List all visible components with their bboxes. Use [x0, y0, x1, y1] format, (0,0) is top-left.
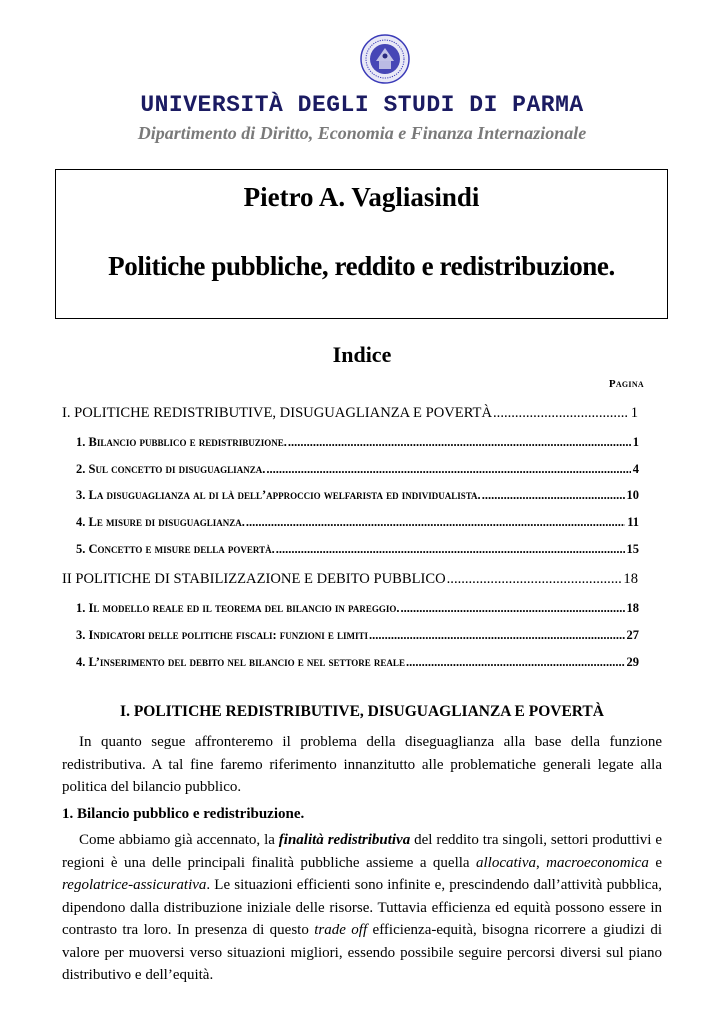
toc-entry-page: 1: [632, 435, 639, 449]
text-run: Come abbiamo già accennato, la: [79, 832, 279, 848]
toc-entry-page: 15: [626, 542, 639, 556]
toc-entry-text: I. POLITICHE REDISTRIBUTIVE, DISUGUAGLIANZA E POVERTÀ: [62, 405, 493, 421]
emphasis-text: trade off: [314, 922, 368, 938]
university-name: UNIVERSITÀ DEGLI STUDI DI PARMA: [140, 92, 584, 118]
emphasis-text: regolatrice-assicurativa: [62, 877, 207, 893]
toc-entry-1-5[interactable]: [76, 542, 639, 557]
section-heading: I. POLITICHE REDISTRIBUTIVE, DISUGUAGLIANZA E POVERTÀ: [120, 703, 604, 720]
toc-entry-text: 3. Indicatori delle politiche fiscali: funzioni e limiti: [76, 628, 369, 642]
text-run: efficienza-equità, bisogna ricorrere a giudizi di valore per muoversi verso situazioni migliori, essendo possibile seguire percorsi diversi sul piano distributivo e dell’equità.: [62, 922, 662, 983]
toc-leader-dots: [482, 488, 625, 503]
toc-page-label: Pagina: [608, 378, 644, 390]
title-box: [55, 169, 668, 319]
toc-leader-dots: [246, 515, 625, 530]
toc-leader-dots: [447, 571, 622, 588]
toc-entry-chapter-1[interactable]: [62, 405, 638, 422]
toc-entry-1-4[interactable]: [76, 515, 639, 530]
toc-entry-page: 18: [626, 601, 639, 615]
emphasis-text: allocativa: [476, 854, 536, 871]
toc-leader-dots: [406, 655, 625, 670]
toc-leader-dots: [288, 435, 631, 450]
toc-entry-1-3[interactable]: [76, 488, 639, 503]
toc-entry-text: 5. Concetto e misure della povertà.: [76, 542, 275, 556]
toc-entry-page: 4: [632, 462, 639, 476]
toc-entry-text: 1. Bilancio pubblico e redistribuzione.: [76, 435, 287, 449]
toc-entry-2-1[interactable]: [76, 601, 639, 616]
toc-leader-dots: [493, 405, 629, 422]
text-run: e: [648, 854, 662, 871]
toc-entry-text: 3. La disuguaglianza al di là dell’approccio welfarista ed individualista.: [76, 488, 481, 502]
toc-entry-text: 4. Le misure di disuguaglianza.: [76, 515, 245, 529]
document-title: Politiche pubbliche, reddito e redistribuzione.: [108, 251, 615, 281]
university-seal-logo: [360, 34, 410, 84]
toc-entry-1-1[interactable]: [76, 435, 639, 450]
body-paragraph: [62, 829, 662, 987]
text-run: . Le situazioni efficienti sono infinite e, prescindendo dall’attività pubblica, dipendono dalla distribuzione iniziale delle risorse. Tuttavia efficienza ed equità possono essere in contrasto tra loro. In presenza di questo: [62, 877, 662, 938]
subsection-heading: 1. Bilancio pubblico e redistribuzione.: [62, 806, 305, 822]
emphasis-text: macroeconomica: [546, 854, 649, 871]
toc-entry-1-2[interactable]: [76, 462, 639, 477]
toc-entry-2-3[interactable]: [76, 628, 639, 643]
emphasis-text: finalità redistributiva: [278, 832, 411, 848]
toc-leader-dots: [401, 601, 625, 616]
text-run: ,: [536, 854, 547, 871]
toc-entry-page: 29: [626, 655, 639, 669]
toc-entry-text: 2. Sul concetto di disuguaglianza.: [76, 462, 266, 476]
toc-entry-text: II POLITICHE DI STABILIZZAZIONE E DEBITO PUBBLICO: [62, 571, 446, 587]
toc-leader-dots: [266, 462, 630, 477]
author-name: Pietro A. Vagliasindi: [243, 182, 480, 212]
toc-entry-page: 10: [626, 488, 639, 502]
text-run: del reddito tra singoli, settori produttivi e regioni è una delle principali finalità pubbliche assieme a quella: [62, 832, 663, 871]
department-name: Dipartimento di Diritto, Economia e Finanza Internazionale: [137, 123, 587, 143]
toc-heading: Indice: [332, 342, 392, 367]
toc-entry-page: 27: [626, 628, 639, 642]
toc-entry-page: 18: [623, 571, 638, 587]
toc-leader-dots: [369, 628, 624, 643]
toc-leader-dots: [276, 542, 625, 557]
toc-entry-text: 4. L’inserimento del debito nel bilancio e nel settore reale: [76, 655, 405, 669]
toc-entry-chapter-2[interactable]: [62, 571, 638, 588]
toc-entry-2-4[interactable]: [76, 655, 639, 670]
intro-paragraph: In quanto segue affronteremo il problema della diseguaglianza alla base della funzione redistributiva. A tal fine faremo riferimento innanzitutto alle problematiche generali legate alla politica del bilancio pubblico.: [62, 734, 662, 795]
toc-entry-text: 1. Il modello reale ed il teorema del bilancio in pareggio.: [76, 601, 400, 615]
toc-entry-page: 1: [630, 405, 638, 421]
toc-entry-page: 11: [627, 515, 639, 529]
